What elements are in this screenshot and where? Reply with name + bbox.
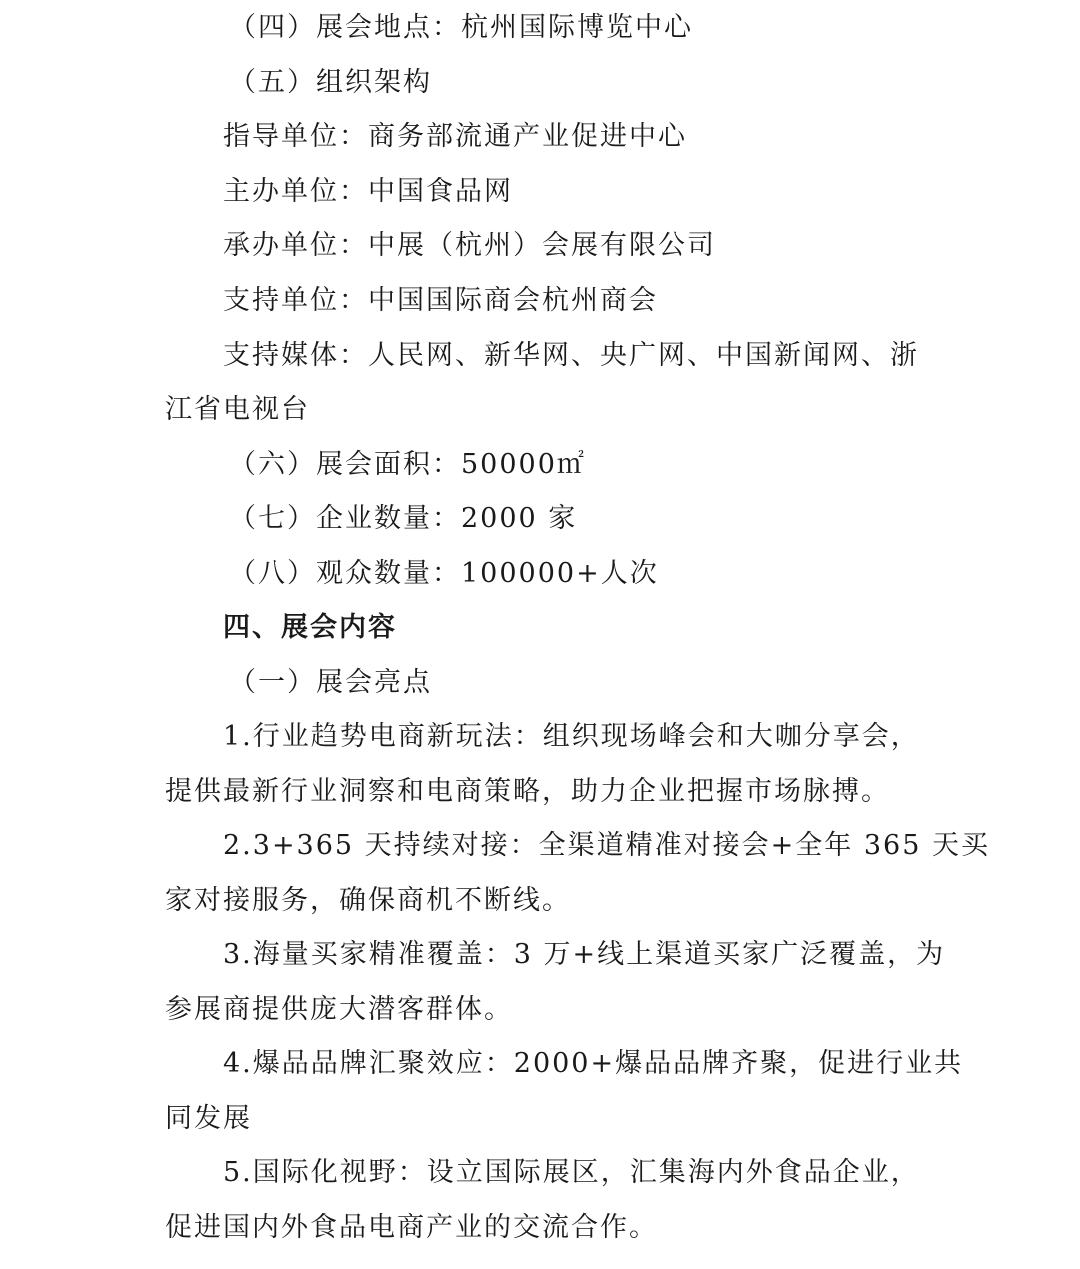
highlight-5-line-1: 5.国际化视野：设立国际展区，汇集海内外食品企业， bbox=[223, 1157, 920, 1188]
highlights-heading: （一）展会亮点 bbox=[229, 667, 432, 698]
highlight-4-line-2: 同发展 bbox=[165, 1103, 252, 1134]
support-media-continuation: 江省电视台 bbox=[165, 394, 310, 425]
highlight-4-line-1: 4.爆品品牌汇聚效应：2000+爆品品牌齐聚，促进行业共 bbox=[223, 1048, 964, 1079]
organizer-unit-line: 承办单位：中展（杭州）会展有限公司 bbox=[223, 230, 716, 261]
organization-heading: （五）组织架构 bbox=[229, 67, 432, 98]
highlight-5-line-2: 促进国内外食品电商产业的交流合作。 bbox=[165, 1212, 658, 1243]
highlight-2-line-2: 家对接服务，确保商机不断线。 bbox=[165, 885, 571, 916]
section-four-heading: 四、展会内容 bbox=[223, 612, 397, 643]
highlight-3-line-2: 参展商提供庞大潜客群体。 bbox=[165, 994, 513, 1025]
highlight-2-line-1: 2.3+365 天持续对接：全渠道精准对接会+全年 365 天买 bbox=[223, 830, 991, 861]
exhibitor-count-line: （七）企业数量：2000 家 bbox=[229, 503, 578, 534]
host-unit-line: 主办单位：中国食品网 bbox=[223, 176, 513, 207]
exhibition-area-line: （六）展会面积：50000㎡ bbox=[229, 449, 586, 480]
highlight-1-line-2: 提供最新行业洞察和电商策略，助力企业把握市场脉搏。 bbox=[165, 776, 890, 807]
guiding-unit-line: 指导单位：商务部流通产业促进中心 bbox=[223, 121, 687, 152]
highlight-3-line-1: 3.海量买家精准覆盖：3 万+线上渠道买家广泛覆盖，为 bbox=[223, 939, 946, 970]
venue-line: （四）展会地点：杭州国际博览中心 bbox=[229, 12, 693, 43]
highlight-1-line-1: 1.行业趋势电商新玩法：组织现场峰会和大咖分享会， bbox=[223, 721, 920, 752]
visitor-count-line: （八）观众数量：100000+人次 bbox=[229, 558, 659, 589]
support-media-line: 支持媒体：人民网、新华网、央广网、中国新闻网、浙 bbox=[223, 340, 919, 371]
support-unit-line: 支持单位：中国国际商会杭州商会 bbox=[223, 285, 658, 316]
